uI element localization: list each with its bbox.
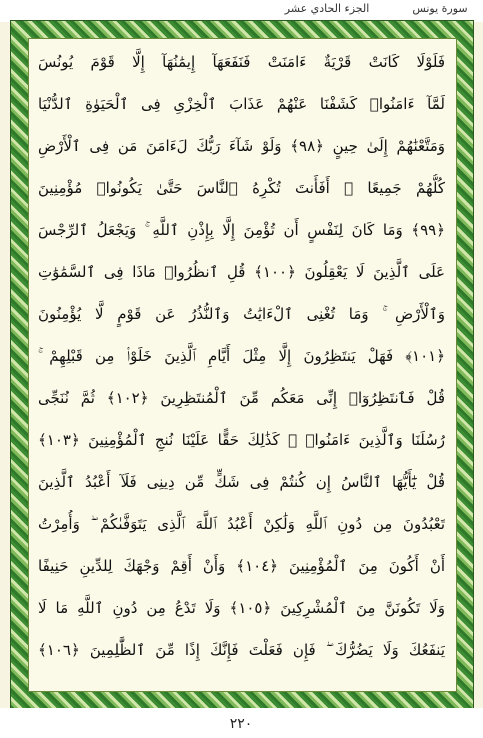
verse-line-4: كُلُّهُمْ جَمِيعًا ۚ أَفَأَنتَ تُكْرِهُ ٱلنَّاسَ حَتَّىٰ يَكُونُوا۟ مُؤْمِنِينَ [38, 179, 445, 197]
verse-line-5: ﴿٩٩﴾ وَمَا كَانَ لِنَفْسٍ أَن تُؤْمِنَ إِلَّا بِإِذْنِ ٱللَّهِ ۚ وَيَجْعَلُ ٱلرِّجْسَ [38, 221, 445, 239]
verse-line-2: لَمَّآ ءَامَنُوا۟ كَشَفْنَا عَنْهُمْ عَذَابَ ٱلْخِزْىِ فِى ٱلْحَيَوٰةِ ٱلدُّنْيَا [38, 95, 445, 113]
verse-line-8: ﴿١٠١﴾ فَهَلْ يَنتَظِرُونَ إِلَّا مِثْلَ أَيَّامِ ٱلَّذِينَ خَلَوْا۟ مِن قَبْلِهِمْ ۚ [38, 347, 445, 365]
juz-label: الجزء الحادي عشر [284, 2, 370, 15]
verse-line-6: عَلَى ٱلَّذِينَ لَا يَعْقِلُونَ ﴿١٠٠﴾ قُلِ ٱنظُرُوا۟ مَاذَا فِى ٱلسَّمَٰوَٰتِ [38, 263, 445, 281]
verse-line-9: قُلْ فَٱنتَظِرُوٓا۟ إِنِّى مَعَكُم مِّنَ ٱلْمُنتَظِرِينَ ﴿١٠٢﴾ ثُمَّ نُنَجِّى [38, 389, 445, 407]
page-footer [0, 708, 483, 738]
page-header [0, 0, 483, 22]
verse-line-15: يَنفَعُكَ وَلَا يَضُرُّكَ ۖ فَإِن فَعَلْتَ فَإِنَّكَ إِذًا مِّنَ ٱلظَّٰلِمِينَ ﴿١٠٦﴾ [38, 641, 445, 659]
verse-lines [38, 48, 445, 680]
verse-line-12: تَعْبُدُونَ مِن دُونِ ٱللَّهِ وَلَٰكِنْ أَعْبُدُ ٱللَّهَ ٱلَّذِى يَتَوَفَّىٰكُمْ ۖ وَأُمِرْتُ [38, 515, 445, 533]
verse-line-11: قُلْ يَٰٓأَيُّهَا ٱلنَّاسُ إِن كُنتُمْ فِى شَكٍّ مِّن دِينِى فَلَآ أَعْبُدُ ٱلَّذِينَ [38, 473, 445, 491]
page-number: ٢٢٠ [229, 716, 253, 732]
verse-line-7: وَٱلْأَرْضِ ۚ وَمَا تُغْنِى ٱلْءَايَٰتُ وَٱلنُّذُرُ عَن قَوْمٍ لَّا يُؤْمِنُونَ [38, 305, 445, 323]
verse-line-14: وَلَا تَكُونَنَّ مِنَ ٱلْمُشْرِكِينَ ﴿١٠٥﴾ وَلَا تَدْعُ مِن دُونِ ٱللَّهِ مَا لَا [38, 599, 445, 617]
verse-line-1: فَلَوْلَا كَانَتْ قَرْيَةٌ ءَامَنَتْ فَنَفَعَهَآ إِيمَٰنُهَآ إِلَّا قَوْمَ يُونُسَ [38, 53, 445, 71]
surah-name: سورة يونس [412, 2, 468, 15]
verse-line-13: أَنْ أَكُونَ مِنَ ٱلْمُؤْمِنِينَ ﴿١٠٤﴾ وَأَنْ أَقِمْ وَجْهَكَ لِلدِّينِ حَنِيفًا [38, 557, 445, 575]
verse-line-10: رُسُلَنَا وَٱلَّذِينَ ءَامَنُوا۟ ۚ كَذَٰلِكَ حَقًّا عَلَيْنَا نُنجِ ٱلْمُؤْمِنِينَ ﴿١٠٣﴾ [38, 431, 445, 449]
verse-line-3: وَمَتَّعْنَٰهُمْ إِلَىٰ حِينٍ ﴿٩٨﴾ وَلَوْ شَآءَ رَبُّكَ لَءَامَنَ مَن فِى ٱلْأَرْضِ [38, 137, 445, 155]
